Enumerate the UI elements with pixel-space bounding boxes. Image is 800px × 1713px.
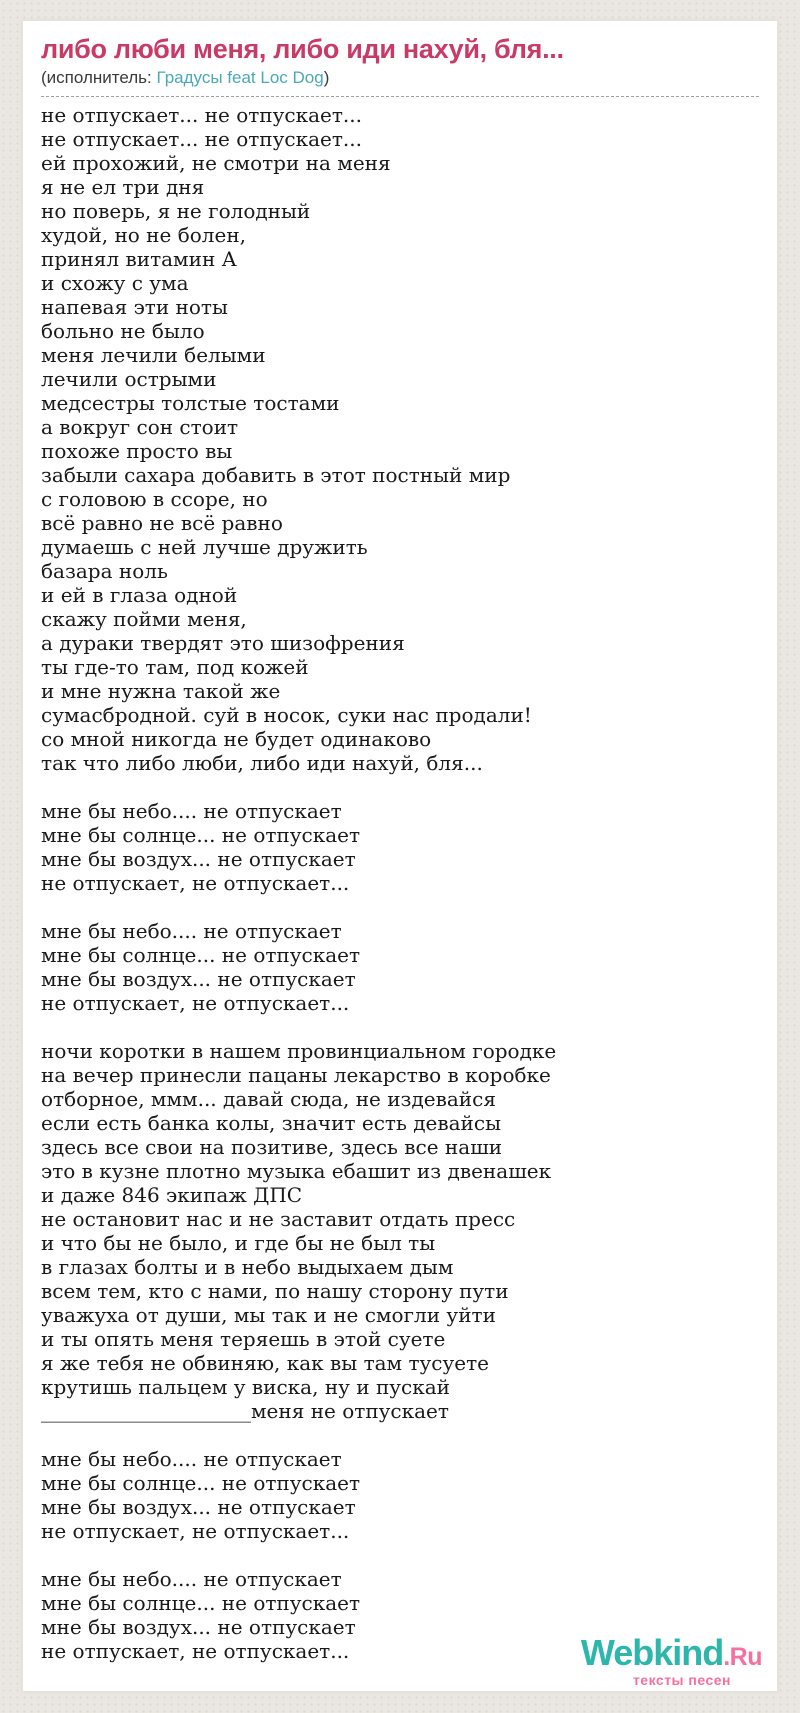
lyric-line: и что бы не было, и где бы не был ты — [41, 1231, 436, 1255]
lyrics-stanza — [41, 1447, 759, 1543]
lyric-line: забыли сахара добавить в этот постный мир — [41, 463, 511, 487]
artist-line — [41, 67, 759, 97]
lyric-line: принял витамин А — [41, 247, 237, 271]
lyric-line: мне бы солнце... не отпускает — [41, 823, 361, 847]
lyrics-stanza — [41, 103, 759, 775]
lyric-line: отборное, ммм... давай сюда, не издевайся — [41, 1087, 496, 1111]
lyric-line: ты где-то там, под кожей — [41, 655, 309, 679]
lyric-line: мне бы солнце... не отпускает — [41, 1471, 361, 1495]
lyric-line: и мне нужна такой же — [41, 679, 281, 703]
logo-tagline: тексты песен — [632, 1672, 731, 1688]
lyric-line: мне бы воздух... не отпускает — [41, 847, 356, 871]
lyric-line: ночи коротки в нашем провинциальном городке — [41, 1039, 557, 1063]
lyric-line: и схожу с ума — [41, 271, 189, 295]
lyric-line: со мной никогда не будет одинаково — [41, 727, 432, 751]
lyric-line: уважуха от души, мы так и не смогли уйти — [41, 1303, 496, 1327]
lyric-line: всё равно не всё равно — [41, 511, 283, 535]
lyric-line: с головою в ссоре, но — [41, 487, 268, 511]
card-content — [23, 21, 777, 1691]
lyric-line: и ты опять меня теряешь в этой суете — [41, 1327, 446, 1351]
lyrics-stanza — [41, 1039, 759, 1423]
lyric-line: мне бы воздух... не отпускает — [41, 1495, 356, 1519]
lyric-line: не отпускает... не отпускает... — [41, 127, 363, 151]
lyrics-stanza — [41, 799, 759, 895]
lyrics-stanza — [41, 919, 759, 1015]
lyric-line: это в кузне плотно музыка ебашит из двенашек — [41, 1159, 552, 1183]
song-title: либо люби меня, либо иди нахуй, бля... — [41, 34, 564, 64]
lyric-line: мне бы небо.... не отпускает — [41, 799, 342, 823]
lyric-line: я же тебя не обвиняю, как вы там тусуете — [41, 1351, 490, 1375]
artist-prefix: (исполнитель: — [41, 68, 157, 87]
lyric-line: не отпускает, не отпускает... — [41, 1519, 350, 1543]
lyric-line: _____________________меня не отпускает — [41, 1399, 449, 1423]
lyric-line: думаешь с ней лучше дружить — [41, 535, 368, 559]
lyric-line: а вокруг сон стоит — [41, 415, 239, 439]
lyric-line: худой, но не болен, — [41, 223, 247, 247]
lyric-line: меня лечили белыми — [41, 343, 266, 367]
lyric-line: мне бы небо.... не отпускает — [41, 1567, 342, 1591]
lyric-line: базара ноль — [41, 559, 168, 583]
lyrics-card — [22, 20, 778, 1692]
lyric-line: так что либо люби, либо иди нахуй, бля... — [41, 751, 483, 775]
lyric-line: мне бы воздух... не отпускает — [41, 1615, 356, 1639]
lyric-line: похоже просто вы — [41, 439, 233, 463]
lyric-line: больно не было — [41, 319, 205, 343]
lyric-line: напевая эти ноты — [41, 295, 228, 319]
artist-link[interactable]: Градусы feat Loc Dog — [156, 68, 324, 87]
lyric-line: медсестры толстые тостами — [41, 391, 340, 415]
lyric-line: не отпускает, не отпускает... — [41, 871, 350, 895]
artist-suffix: ) — [323, 68, 330, 87]
lyric-line: ей прохожий, не смотри на меня — [41, 151, 391, 175]
lyric-line: в глазах болты и в небо выдыхаем дым — [41, 1255, 454, 1279]
lyric-line: всем тем, кто с нами, по нашу сторону пути — [41, 1279, 509, 1303]
lyric-line: если есть банка колы, значит есть девайсы — [41, 1111, 501, 1135]
lyric-line: не отпускает, не отпускает... — [41, 991, 350, 1015]
lyric-line: мне бы небо.... не отпускает — [41, 1447, 342, 1471]
logo-webkind-text: Webkind — [580, 1632, 724, 1673]
lyric-line: и даже 846 экипаж ДПС — [41, 1183, 303, 1207]
lyric-line: не отпускает... не отпускает... — [41, 103, 363, 127]
lyrics-text — [41, 103, 759, 1663]
lyric-line: лечили острыми — [41, 367, 217, 391]
lyric-line: мне бы солнце... не отпускает — [41, 943, 361, 967]
lyric-line: здесь все свои на позитиве, здесь все наши — [41, 1135, 503, 1159]
lyric-line: скажу пойми меня, — [41, 607, 247, 631]
lyric-line: мне бы небо.... не отпускает — [41, 919, 342, 943]
lyric-line: не остановит нас и не заставит отдать пресс — [41, 1207, 516, 1231]
lyric-line: сумасбродной. суй в носок, суки нас продали! — [41, 703, 532, 727]
lyric-line: на вечер принесли пацаны лекарство в коробке — [41, 1063, 551, 1087]
lyric-line: я не ел три дня — [41, 175, 205, 199]
lyric-line: крутишь пальцем у виска, ну и пускай — [41, 1375, 451, 1399]
logo-ru-text: .Ru — [723, 1643, 762, 1671]
site-logo[interactable] — [580, 1632, 762, 1688]
lyric-line: мне бы воздух... не отпускает — [41, 967, 356, 991]
lyric-line: а дураки твердят это шизофрения — [41, 631, 405, 655]
lyric-line: не отпускает, не отпускает... — [41, 1639, 350, 1663]
lyric-line: но поверь, я не голодный — [41, 199, 311, 223]
lyric-line: и ей в глаза одной — [41, 583, 238, 607]
lyric-line: мне бы солнце... не отпускает — [41, 1591, 361, 1615]
site-logo-wordmark — [580, 1632, 762, 1676]
